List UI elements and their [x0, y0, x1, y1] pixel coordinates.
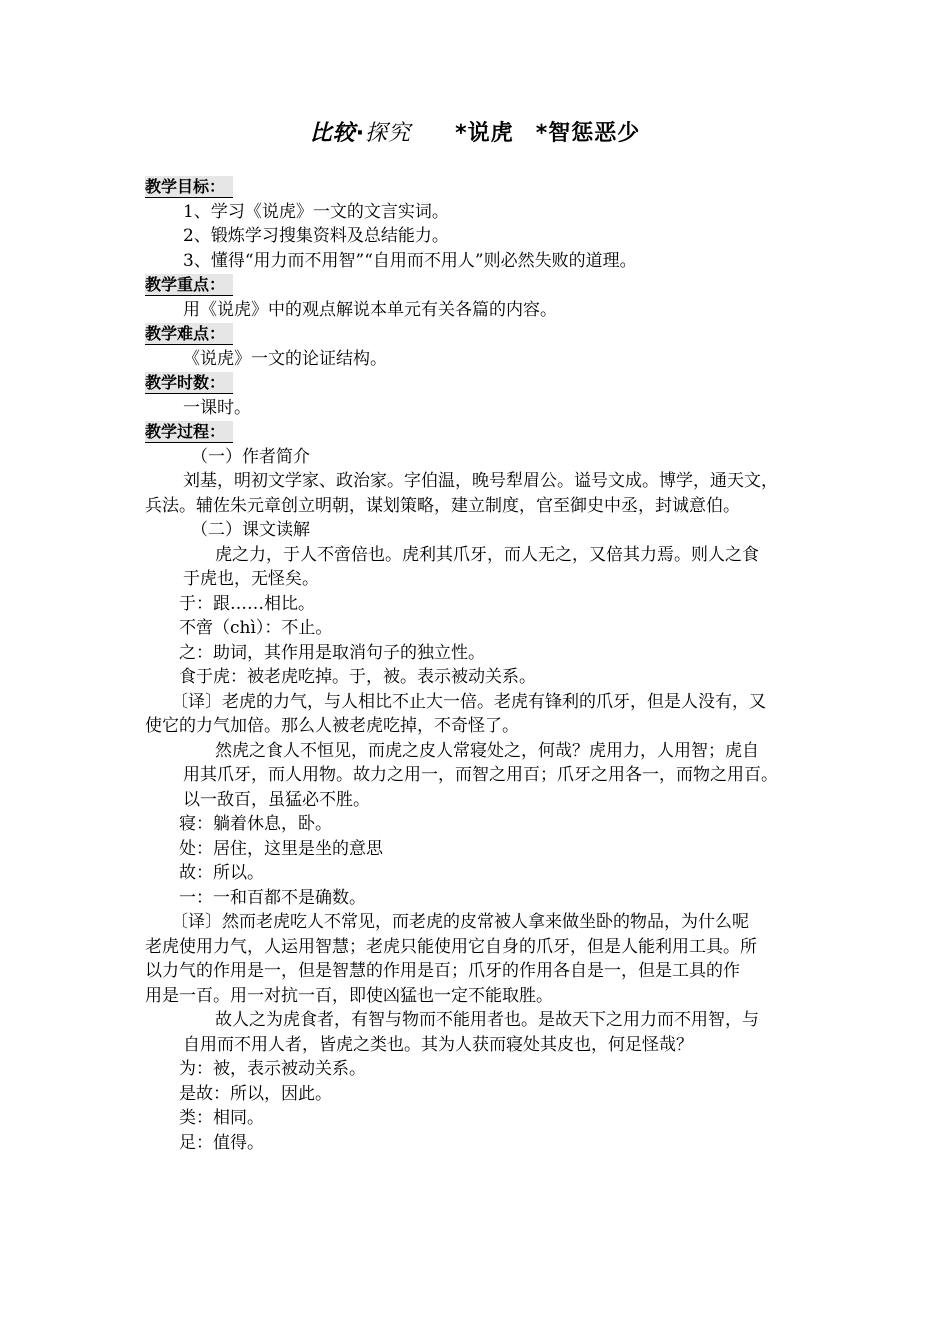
original-text-line: 故人之为虎食者，有智与物而不能用者也。是故天下之用力而不用智，与 — [215, 1010, 759, 1030]
title-part-compare: 比较 — [309, 121, 356, 146]
annotation: 类：相同。 — [179, 1108, 264, 1128]
page-title — [0, 122, 950, 147]
translation-line: 〔译〕然而老虎吃人不常见，而老虎的皮常被人拿来做坐卧的物品，为什么呢 — [171, 912, 749, 932]
document-body — [145, 175, 805, 1155]
translation-line: 老虎使用力气，人运用智慧；老虎只能使用它自身的爪牙，但是人能利用工具。所 — [145, 936, 757, 957]
difficulty-heading: 教学难点： — [145, 323, 233, 345]
goals-heading: 教学目标： — [145, 176, 233, 198]
hours-text: 一课时。 — [183, 397, 251, 418]
original-text-line: 于虎也，无怪矣。 — [183, 569, 319, 589]
original-text-line: 以一敌百，虽猛必不胜。 — [183, 789, 370, 810]
author-text-line: 刘基，明初文学家、政治家。字伯温，晚号犁眉公。谥号文成。博学，通天文， — [183, 471, 778, 491]
process-heading: 教学过程： — [145, 421, 233, 443]
annotation: 为：被，表示被动关系。 — [179, 1059, 366, 1079]
reading-heading: （二）课文读解 — [191, 520, 310, 540]
hours-heading: 教学时数： — [145, 372, 233, 394]
annotation: 故：所以。 — [179, 863, 264, 883]
annotation: 寝：躺着休息，卧。 — [179, 814, 332, 834]
annotation: 食于虎：被老虎吃掉。于，被。表示被动关系。 — [179, 667, 536, 687]
title-dot: · — [355, 121, 366, 146]
annotation: 于：跟……相比。 — [179, 593, 315, 614]
goal-item: 3、懂得“用力而不用智”“自用而不用人”则必然失败的道理。 — [183, 250, 637, 271]
annotation: 足：值得。 — [179, 1132, 264, 1153]
annotation: 之：助词，其作用是取消句子的独立性。 — [179, 642, 485, 663]
key-point-text: 用《说虎》中的观点解说本单元有关各篇的内容。 — [183, 299, 557, 320]
title-part-youth: *智惩恶少 — [535, 121, 641, 146]
goal-item: 2、锻炼学习搜集资料及总结能力。 — [183, 226, 449, 246]
annotation: 处：居住，这里是坐的意思 — [179, 838, 383, 859]
translation-line: 〔译〕老虎的力气，与人相比不止大一倍。老虎有锋利的爪牙，但是人没有，又 — [171, 691, 766, 712]
original-text-line: 自用而不用人者，皆虎之类也。其为人获而寝处其皮也，何足怪哉？ — [183, 1034, 693, 1055]
translation-line: 以力气的作用是一，但是智慧的作用是百；爪牙的作用各自是一，但是工具的作 — [145, 961, 740, 981]
original-text-line: 虎之力，于人不啻倍也。虎利其爪牙，而人无之，又倍其力焉。则人之食 — [215, 544, 759, 565]
annotation: 不啻（chì）：不止。 — [179, 618, 333, 638]
translation-line: 用是一百。用一对抗一百，即使凶猛也一定不能取胜。 — [145, 985, 553, 1006]
annotation: 是故：所以，因此。 — [179, 1083, 332, 1104]
title-part-explore: 探究 — [365, 121, 412, 146]
author-heading: （一）作者简介 — [191, 446, 310, 467]
goal-item: 1、学习《说虎》一文的文言实词。 — [183, 201, 449, 222]
translation-line: 使它的力气加倍。那么人被老虎吃掉，不奇怪了。 — [145, 716, 519, 736]
original-text-line: 用其爪牙，而人用物。故力之用一，而智之用百；爪牙之用各一，而物之用百。 — [183, 765, 778, 785]
key-point-heading: 教学重点： — [145, 274, 233, 296]
title-part-tiger: *说虎 — [455, 121, 514, 146]
difficulty-text: 《说虎》一文的论证结构。 — [183, 348, 387, 369]
annotation: 一：一和百都不是确数。 — [179, 887, 366, 908]
author-text-line: 兵法。辅佐朱元章创立明朝，谋划策略，建立制度，官至御史中丞，封诚意伯。 — [145, 495, 740, 516]
original-text-line: 然虎之食人不恒见，而虎之皮人常寝处之，何哉？虎用力，人用智；虎自 — [215, 740, 759, 761]
